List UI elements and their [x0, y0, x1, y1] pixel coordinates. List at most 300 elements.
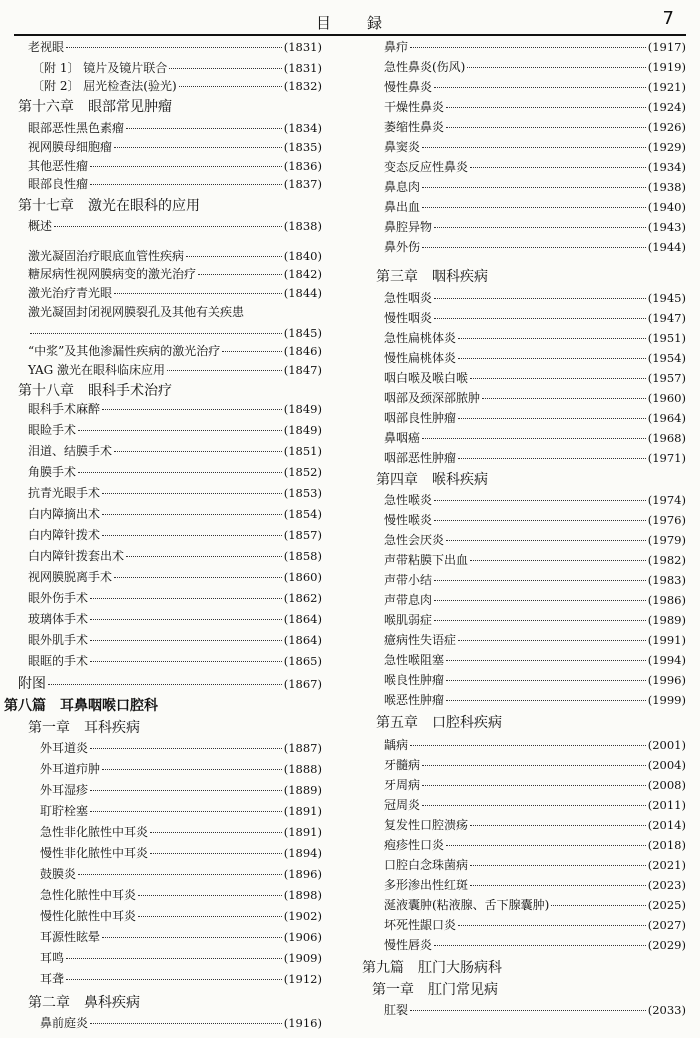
leader-dots [434, 520, 646, 521]
leader-dots [446, 700, 646, 701]
leader-dots [114, 293, 282, 294]
entry-title: 急性喉炎 [384, 493, 433, 507]
leader-dots [167, 370, 282, 371]
toc-entry [362, 81, 686, 101]
entry-title: 牙髓病 [384, 758, 421, 772]
entry-page: (2029) [647, 938, 686, 952]
entry-title: 涎液囊肿(粘液腺、舌下腺囊肿) [384, 898, 550, 912]
entry-title: YAG 激光在眼科临床应用 [28, 363, 166, 377]
entry-page: (1986) [647, 593, 686, 607]
entry-page: (1983) [647, 573, 686, 587]
entry-page: (1844) [283, 286, 322, 300]
leader-dots [434, 580, 646, 581]
entry-page: (2025) [647, 898, 686, 912]
entry-page: (1832) [283, 79, 322, 93]
toc-entry [362, 41, 686, 61]
entry-title: 喉肌弱症 [384, 613, 433, 627]
toc-entry [362, 919, 686, 939]
toc-entry [18, 973, 322, 995]
entry-title: 咽部良性肿瘤 [384, 411, 457, 425]
leader-dots [458, 338, 646, 339]
entry-title: 急性鼻炎(伤风) [384, 60, 466, 74]
toc-entry [362, 759, 686, 779]
entry-page: (1891) [283, 804, 322, 818]
entry-page: (1860) [283, 570, 322, 584]
entry-title: 慢性唇炎 [384, 938, 433, 952]
leader-dots [458, 640, 646, 641]
toc-entry [362, 412, 686, 432]
leader-dots [66, 47, 282, 48]
entry-page: (1834) [283, 121, 322, 135]
toc-entry [362, 694, 686, 715]
toc-entry [18, 250, 322, 268]
toc-entry [362, 634, 686, 654]
entry-page: (1991) [647, 633, 686, 647]
entry-title: “中浆”及其他渗漏性疾病的激光治疗 [28, 344, 221, 358]
entry-title: 外耳道炎 [40, 741, 89, 755]
entry-title: 牙周病 [384, 778, 421, 792]
leader-dots [458, 458, 646, 459]
entry-page: (1971) [647, 451, 686, 465]
toc-entry [362, 392, 686, 412]
entry-page: (1989) [647, 613, 686, 627]
leader-dots [102, 514, 282, 515]
leader-dots [102, 535, 282, 536]
toc-entry [362, 452, 686, 472]
entry-page: (1852) [283, 465, 322, 479]
leader-dots [102, 769, 282, 770]
chapter-heading: 第十八章 眼科手术治疗 [18, 383, 172, 399]
chapter-heading: 第一章 耳科疾病 [28, 720, 140, 736]
entry-title: 眼外伤手术 [28, 591, 89, 605]
leader-dots [470, 825, 646, 826]
toc-entry [18, 931, 322, 952]
toc-left-column [4, 40, 322, 1038]
entry-title: 慢性非化脓性中耳炎 [40, 846, 149, 860]
entry-title: 概述 [28, 219, 53, 233]
leader-dots [551, 905, 645, 906]
entry-page: (1938) [647, 180, 686, 194]
leader-dots [222, 351, 281, 352]
leader-dots [422, 187, 646, 188]
entry-page: (1849) [283, 423, 322, 437]
leader-dots [78, 472, 282, 473]
toc-entry [362, 372, 686, 392]
entry-page: (1999) [647, 693, 686, 707]
entry-page: (1831) [283, 61, 322, 75]
leader-dots [446, 680, 646, 681]
toc-entry [18, 364, 322, 383]
toc-entry [362, 141, 686, 161]
entry-page: (1847) [283, 363, 322, 377]
entry-title: 眼眶的手术 [28, 654, 89, 668]
leader-dots [434, 298, 646, 299]
entry-page: (1894) [283, 846, 322, 860]
toc-entry [18, 592, 322, 613]
entry-title: 糖尿病性视网膜病变的激光治疗 [28, 267, 197, 281]
leader-dots [446, 540, 646, 541]
entry-title: 急性扁桃体炎 [384, 331, 457, 345]
entry-page: (1851) [283, 444, 322, 458]
entry-page: (1862) [283, 591, 322, 605]
leader-dots [90, 811, 282, 812]
leader-dots [422, 765, 646, 766]
entry-title: 鼻外伤 [384, 240, 421, 254]
entry-page: (1960) [647, 391, 686, 405]
entry-page: (1906) [283, 930, 322, 944]
entry-title: 泪道、结膜手术 [28, 444, 113, 458]
entry-page: (2027) [647, 918, 686, 932]
entry-title: 龋病 [384, 738, 409, 752]
leader-dots [90, 166, 282, 167]
entry-page: (1902) [283, 909, 322, 923]
toc-entry [18, 508, 322, 529]
toc-entry [18, 268, 322, 287]
toc-entry [18, 889, 322, 910]
toc-entry [18, 80, 322, 99]
leader-dots [434, 227, 646, 228]
leader-dots [114, 577, 282, 578]
toc-entry [362, 61, 686, 81]
entry-page: (1929) [647, 140, 686, 154]
entry-title: 咽白喉及喉白喉 [384, 371, 469, 385]
entry-page: (1994) [647, 653, 686, 667]
entry-title: 角膜手术 [28, 465, 77, 479]
leader-dots [90, 619, 282, 620]
toc-entry [362, 494, 686, 514]
entry-title: 玻璃体手术 [28, 612, 89, 626]
toc-entry [18, 826, 322, 847]
entry-title: 耳源性眩晕 [40, 930, 101, 944]
leader-dots [102, 409, 282, 410]
toc-right-column [362, 41, 686, 1024]
toc-entry [18, 445, 322, 466]
toc-entry [18, 529, 322, 550]
entry-page: (1864) [283, 633, 322, 647]
entry-page: (1934) [647, 160, 686, 174]
entry-title: 附图 [18, 676, 46, 692]
entry-page: (1979) [647, 533, 686, 547]
entry-title: 急性会厌炎 [384, 533, 445, 547]
chapter-heading: 第十六章 眼部常见肿瘤 [18, 99, 172, 115]
toc-entry [362, 614, 686, 634]
leader-dots [78, 874, 282, 875]
toc-entry [18, 424, 322, 445]
leader-dots [422, 785, 646, 786]
entry-title: 耵聍栓塞 [40, 804, 89, 818]
entry-page: (1954) [647, 351, 686, 365]
leader-dots [138, 895, 282, 896]
toc-entry [18, 571, 322, 592]
chapter-heading: 第五章 口腔科疾病 [376, 715, 502, 731]
toc-entry [362, 161, 686, 181]
entry-page: (1957) [647, 371, 686, 385]
toc-entry [362, 101, 686, 121]
leader-dots [90, 1023, 282, 1024]
toc-entry [362, 332, 686, 352]
entry-title: 口腔白念珠菌病 [384, 858, 469, 872]
entry-page: (1887) [283, 741, 322, 755]
entry-title: 鼻窦炎 [384, 140, 421, 154]
leader-dots [422, 147, 646, 148]
part-heading: 第八篇 耳鼻咽喉口腔科 [4, 698, 158, 714]
entry-page: (1919) [647, 60, 686, 74]
entry-page: (1909) [283, 951, 322, 965]
entry-page: (1864) [283, 612, 322, 626]
toc-entry [362, 899, 686, 919]
leader-dots [410, 1010, 646, 1011]
entry-title: 慢性咽炎 [384, 311, 433, 325]
running-title: 目 録 [315, 14, 384, 32]
toc-entry [362, 352, 686, 372]
toc-entry [18, 784, 322, 805]
toc-entry [18, 1017, 322, 1038]
leader-dots [446, 107, 646, 108]
entry-title: 声带息肉 [384, 593, 433, 607]
entry-page: (1916) [283, 1016, 322, 1030]
entry-title: 慢性化脓性中耳炎 [40, 909, 137, 923]
entry-title: 慢性鼻炎 [384, 80, 433, 94]
entry-title: 干燥性鼻炎 [384, 100, 445, 114]
leader-dots [102, 493, 282, 494]
entry-title: 复发性口腔溃疡 [384, 818, 469, 832]
entry-page: (1845) [283, 326, 322, 340]
leader-dots [410, 47, 646, 48]
entry-page: (1889) [283, 783, 322, 797]
toc-entry [18, 466, 322, 487]
toc-entry [18, 122, 322, 141]
chapter-heading: 第三章 咽科疾病 [376, 269, 488, 285]
toc-entry [18, 613, 322, 634]
toc-entry [18, 160, 322, 178]
entry-page: (1891) [283, 825, 322, 839]
toc-entry [362, 779, 686, 799]
chapter-heading: 第二章 鼻科疾病 [28, 995, 140, 1011]
leader-dots [126, 128, 282, 129]
entry-title: 慢性喉炎 [384, 513, 433, 527]
toc-entry [362, 121, 686, 141]
toc-entry [18, 763, 322, 784]
toc-entry [18, 41, 322, 62]
leader-dots [66, 958, 282, 959]
entry-title: 外耳湿疹 [40, 783, 89, 797]
entry-page: (1888) [283, 762, 322, 776]
entry-title: 疱疹性口炎 [384, 838, 445, 852]
leader-dots [434, 600, 646, 601]
page-header [14, 6, 686, 36]
leader-dots [114, 451, 282, 452]
entry-title: 耳鸣 [40, 951, 65, 965]
toc-entry [18, 345, 322, 364]
chapter-heading: 第十七章 激光在眼科的应用 [18, 198, 200, 214]
entry-page: (2023) [647, 878, 686, 892]
leader-dots [90, 790, 282, 791]
entry-page: (1858) [283, 549, 322, 563]
toc-entry [18, 805, 322, 826]
toc-entry [18, 487, 322, 508]
entry-title: 耳聋 [40, 972, 65, 986]
leader-dots [48, 684, 282, 685]
entry-title: 老视眼 [28, 40, 65, 54]
leader-dots [482, 398, 646, 399]
entry-page: (2018) [647, 838, 686, 852]
toc-entry [18, 550, 322, 571]
entry-page: (2008) [647, 778, 686, 792]
entry-page: (1926) [647, 120, 686, 134]
leader-dots [470, 378, 646, 379]
leader-dots [90, 598, 282, 599]
toc-entry [362, 879, 686, 899]
entry-page: (1917) [647, 40, 686, 54]
entry-page: (2014) [647, 818, 686, 832]
entry-page: (2021) [647, 858, 686, 872]
leader-dots [434, 87, 646, 88]
entry-page: (2033) [647, 1003, 686, 1017]
leader-dots [90, 748, 282, 749]
entry-title: 视网膜脱离手术 [28, 570, 113, 584]
leader-dots [78, 430, 282, 431]
entry-title: 急性喉阻塞 [384, 653, 445, 667]
entry-title: 白内障针拨套出术 [28, 549, 125, 563]
entry-page: (1976) [647, 513, 686, 527]
toc-entry [362, 181, 686, 201]
entry-title: 萎缩性鼻炎 [384, 120, 445, 134]
entry-page: (1940) [647, 200, 686, 214]
toc-entry [362, 201, 686, 221]
entry-title: 变态反应性鼻炎 [384, 160, 469, 174]
entry-page: (1831) [283, 40, 322, 54]
toc-entry [18, 910, 322, 931]
leader-dots [434, 620, 646, 621]
toc-entry [18, 220, 322, 250]
entry-page: (1854) [283, 507, 322, 521]
entry-title: 抗青光眼手术 [28, 486, 101, 500]
entry-title: 眼部良性瘤 [28, 177, 89, 191]
leader-dots [410, 745, 646, 746]
entry-page: (2001) [647, 738, 686, 752]
leader-dots [198, 274, 282, 275]
entry-title: 喉良性肿瘤 [384, 673, 445, 687]
entry-title: 冠周炎 [384, 798, 421, 812]
toc-entry [362, 839, 686, 859]
chapter-heading: 第一章 肛门常见病 [372, 982, 498, 998]
entry-page: (1835) [283, 140, 322, 154]
entry-title: 鼓膜炎 [40, 867, 77, 881]
entry-title: 外耳道疖肿 [40, 762, 101, 776]
entry-title: 声带粘膜下出血 [384, 553, 469, 567]
entry-title: 眼外肌手术 [28, 633, 89, 647]
entry-title: 其他恶性瘤 [28, 159, 89, 173]
entry-title: 〔附 1〕 镜片及镜片联合 [32, 61, 168, 75]
leader-dots [467, 67, 645, 68]
leader-dots [422, 438, 646, 439]
toc-entry [362, 534, 686, 554]
leader-dots [434, 318, 646, 319]
toc-entry [362, 594, 686, 614]
toc-entry [362, 819, 686, 839]
toc-entry [362, 221, 686, 241]
toc-entry [362, 1004, 686, 1024]
entry-page: (1996) [647, 673, 686, 687]
entry-page: (1865) [283, 654, 322, 668]
toc-entry [18, 952, 322, 973]
toc-entry-appendix [18, 676, 322, 698]
leader-dots [446, 845, 646, 846]
entry-title: 鼻出血 [384, 200, 421, 214]
leader-dots [54, 226, 282, 227]
entry-page: (1846) [283, 344, 322, 358]
entry-title: 急性非化脓性中耳炎 [40, 825, 149, 839]
toc-entry [18, 62, 322, 80]
toc-entry [362, 859, 686, 879]
toc-entry [18, 742, 322, 763]
toc-entry-title-wrapped: 激光凝固封闭视网膜裂孔及其他有关疾患 [28, 305, 245, 319]
entry-title: 〔附 2〕 屈光检查法(验光) [32, 79, 177, 93]
toc-entry [18, 178, 322, 198]
entry-page: (1849) [283, 402, 322, 416]
toc-entry [18, 141, 322, 160]
entry-page: (1912) [283, 972, 322, 986]
entry-page: (2004) [647, 758, 686, 772]
entry-title: 激光凝固治疗眼底血管性疾病 [28, 249, 185, 263]
entry-page: (1867) [283, 677, 322, 691]
entry-title: 咽部恶性肿瘤 [384, 451, 457, 465]
entry-page: (1921) [647, 80, 686, 94]
entry-title: 激光治疗青光眼 [28, 286, 113, 300]
chapter-heading: 第四章 喉科疾病 [376, 472, 488, 488]
entry-title: 肛裂 [384, 1003, 409, 1017]
leader-dots [458, 358, 646, 359]
leader-dots [470, 167, 646, 168]
leader-dots [150, 853, 282, 854]
entry-title: 声带小结 [384, 573, 433, 587]
leader-dots [186, 256, 282, 257]
toc-entry [362, 241, 686, 269]
toc-entry [362, 292, 686, 312]
entry-title: 视网膜母细胞瘤 [28, 140, 113, 154]
entry-title: 坏死性龈口炎 [384, 918, 457, 932]
leader-dots [446, 127, 646, 128]
leader-dots [434, 500, 646, 501]
leader-dots [458, 925, 646, 926]
leader-dots [90, 640, 282, 641]
leader-dots [422, 207, 646, 208]
entry-title: 鼻疖 [384, 40, 409, 54]
page-number: 7 [662, 8, 674, 29]
entry-title: 白内障摘出术 [28, 507, 101, 521]
entry-page: (1840) [283, 249, 322, 263]
leader-dots [470, 865, 646, 866]
leader-dots [90, 661, 282, 662]
entry-page: (1836) [283, 159, 322, 173]
entry-page: (1943) [647, 220, 686, 234]
toc-entry [362, 654, 686, 674]
toc-entry [362, 739, 686, 759]
entry-page: (1837) [283, 177, 322, 191]
entry-page: (1964) [647, 411, 686, 425]
entry-title: 眼科手术麻醉 [28, 402, 101, 416]
entry-page: (1842) [283, 267, 322, 281]
entry-title: 鼻咽癌 [384, 431, 421, 445]
leader-dots [66, 979, 282, 980]
toc-entry [18, 655, 322, 676]
entry-title: 鼻息肉 [384, 180, 421, 194]
entry-page: (1945) [647, 291, 686, 305]
leader-dots [150, 832, 282, 833]
leader-dots [179, 86, 282, 87]
toc-entry [18, 403, 322, 424]
entry-title: 鼻腔异物 [384, 220, 433, 234]
